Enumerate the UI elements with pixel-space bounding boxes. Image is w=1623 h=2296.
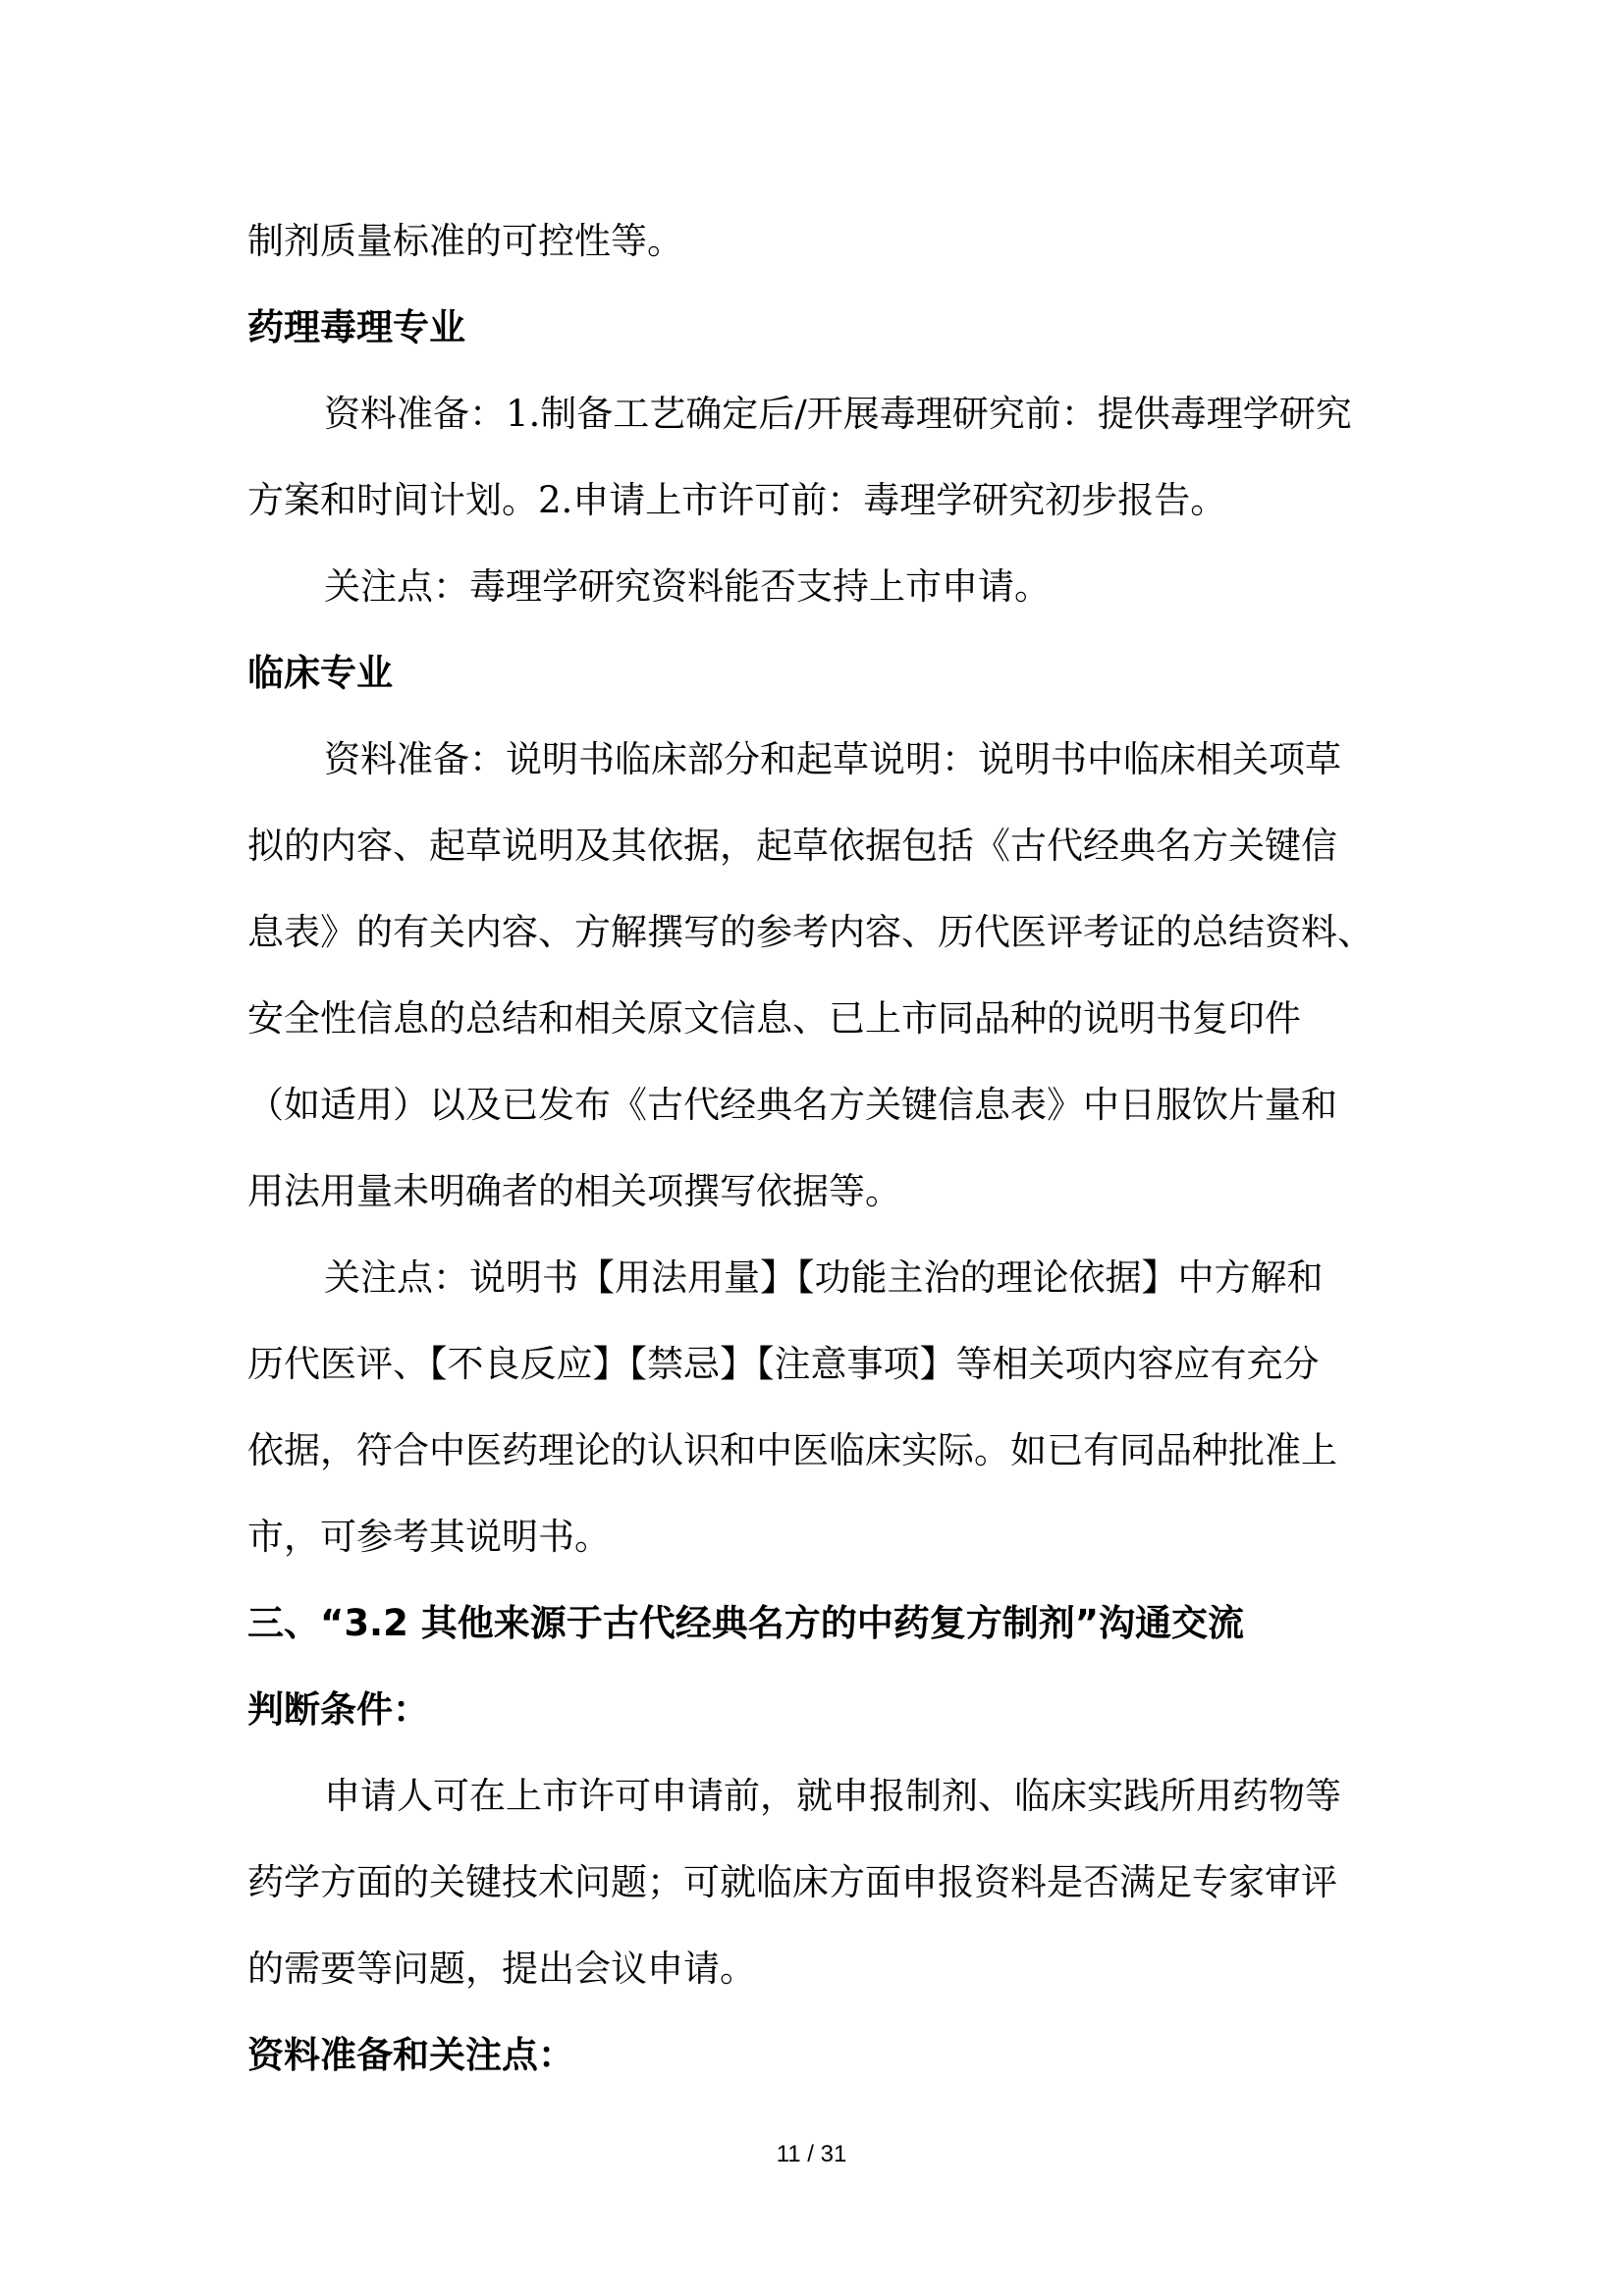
section-heading-preparation: 资料准备和关注点：	[247, 2034, 574, 2076]
body-line: 资料准备：说明书临床部分和起草说明：说明书中临床相关项草	[324, 738, 1341, 780]
page-number: 11 / 31	[776, 2141, 847, 2167]
body-line: 关注点：说明书【用法用量】【功能主治的理论依据】中方解和	[324, 1256, 1324, 1299]
body-line: 制剂质量标准的可控性等。	[247, 220, 683, 262]
body-line: 市，可参考其说明书。	[247, 1516, 611, 1558]
body-line: 历代医评、【不良反应】【禁忌】【注意事项】等相关项内容应有充分	[247, 1343, 1320, 1385]
body-line: 依据，符合中医药理论的认识和中医临床实际。如已有同品种批准上	[247, 1429, 1337, 1471]
section-heading-clinical: 临床专业	[247, 652, 393, 694]
section-heading-pharmacology: 药理毒理专业	[247, 306, 465, 348]
body-line: 的需要等问题，提出会议申请。	[247, 1948, 756, 1990]
body-line: 息表》的有关内容、方解撰写的参考内容、历代医评考证的总结资料、	[247, 911, 1374, 953]
section-heading-criteria: 判断条件：	[247, 1688, 429, 1731]
body-line: 拟的内容、起草说明及其依据，起草依据包括《古代经典名方关键信	[247, 825, 1337, 867]
body-line: 申请人可在上市许可申请前，就申报制剂、临床实践所用药物等	[324, 1775, 1341, 1817]
chapter-heading-3: 三、“3.2 其他来源于古代经典名方的中药复方制剂”沟通交流	[247, 1602, 1245, 1644]
body-line: （如适用）以及已发布《古代经典名方关键信息表》中日服饮片量和	[247, 1084, 1337, 1126]
body-line: 方案和时间计划。2.申请上市许可前：毒理学研究初步报告。	[247, 479, 1227, 521]
body-line: 资料准备：1.制备工艺确定后/开展毒理研究前：提供毒理学研究	[324, 393, 1352, 435]
body-line: 关注点：毒理学研究资料能否支持上市申请。	[324, 565, 1051, 608]
body-line: 药学方面的关键技术问题；可就临床方面申报资料是否满足专家审评	[247, 1861, 1337, 1903]
body-line: 安全性信息的总结和相关原文信息、已上市同品种的说明书复印件	[247, 997, 1301, 1040]
body-line: 用法用量未明确者的相关项撰写依据等。	[247, 1170, 901, 1212]
